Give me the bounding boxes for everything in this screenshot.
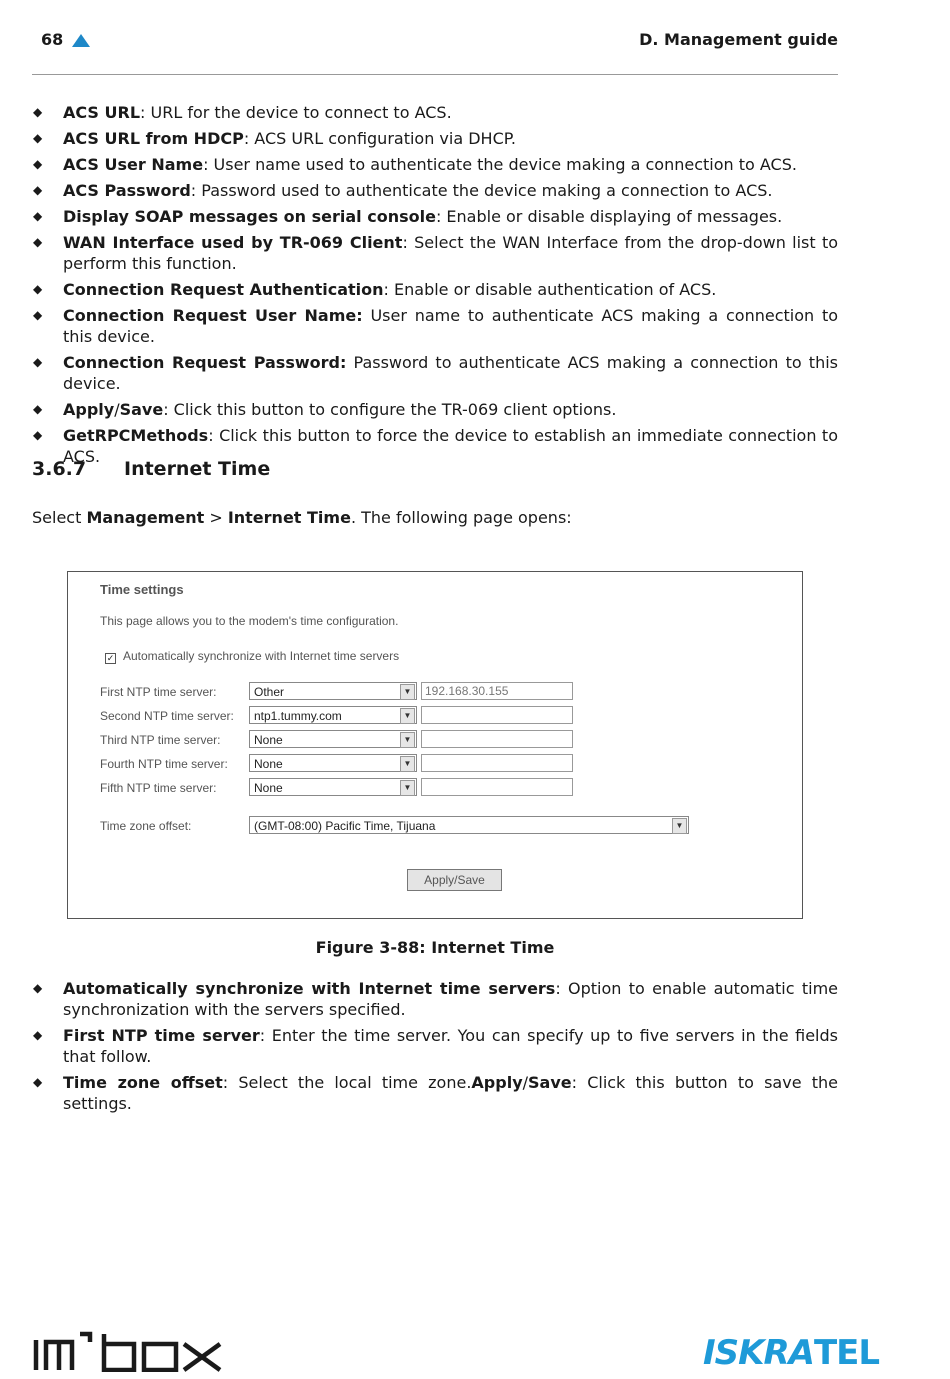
bullet-icon: ◆	[33, 402, 43, 416]
ntp-server-label: Fourth NTP time server:	[100, 757, 228, 771]
bullet-icon: ◆	[33, 1075, 43, 1089]
list-item: ◆ Apply/Save: Click this button to configure the TR-069 client options.	[33, 400, 617, 419]
auto-sync-option	[105, 649, 399, 664]
ntp-server-row-3	[100, 730, 580, 750]
timezone-select[interactable]: (GMT-08:00) Pacific Time, Tijuana ▼	[249, 816, 689, 834]
bullet-icon: ◆	[33, 355, 43, 369]
ntp-server-input[interactable]	[421, 754, 573, 772]
page-number: 68	[41, 30, 64, 49]
chevron-down-icon[interactable]: ▼	[400, 732, 415, 748]
ntp-server-select[interactable]: None ▼	[249, 730, 417, 748]
ntp-server-label: Fifth NTP time server:	[100, 781, 217, 795]
ntp-server-input[interactable]: 192.168.30.155	[421, 682, 573, 700]
figure-caption: Figure 3-88: Internet Time	[315, 938, 555, 957]
bullet-icon: ◆	[33, 209, 43, 223]
imbox-logo	[32, 1330, 227, 1376]
chapter-title: D. Management guide	[639, 30, 838, 49]
time-settings-screenshot	[67, 571, 803, 919]
section-heading	[32, 458, 270, 480]
section-number: 3.6.7	[32, 458, 87, 480]
bullet-icon: ◆	[33, 282, 43, 296]
list-item: ◆ ACS User Name: User name used to authenticate the device making a connection to ACS.	[33, 155, 797, 174]
bullet-icon: ◆	[33, 105, 43, 119]
list-item: ◆ Automatically synchronize with Internet time servers: Option to enable automatic time synchronization with the servers specified.	[33, 979, 838, 1019]
imbox-logo-graphic	[32, 1330, 227, 1372]
chevron-down-icon[interactable]: ▼	[400, 756, 415, 772]
parameter-list	[32, 102, 838, 472]
intro-paragraph: Select Management > Internet Time. The following page opens:	[32, 508, 572, 527]
section-title: Internet Time	[124, 458, 271, 480]
bullet-icon: ◆	[33, 981, 43, 995]
list-item: ◆ Connection Request User Name: User name to authenticate ACS making a connection to this device.	[33, 306, 839, 346]
list-item: ◆ Time zone offset: Select the local time zone.Apply/Save: Click this button to save the settings.	[33, 1073, 838, 1113]
ntp-server-input[interactable]	[421, 730, 573, 748]
bullet-icon: ◆	[33, 428, 43, 442]
ntp-server-input[interactable]	[421, 706, 573, 724]
bullet-icon: ◆	[33, 235, 43, 249]
time-settings-description: This page allows you to the modem's time configuration.	[100, 614, 399, 628]
option-list	[32, 978, 838, 1119]
auto-sync-label: Automatically synchronize with Internet time servers	[123, 649, 400, 663]
ntp-server-row-5	[100, 778, 580, 798]
list-item: ◆ Display SOAP messages on serial console: Enable or disable displaying of messages.	[33, 207, 783, 226]
ntp-server-input[interactable]	[421, 778, 573, 796]
ntp-server-select[interactable]: ntp1.tummy.com ▼	[249, 706, 417, 724]
iskratel-logo: ISKRATEL	[703, 1333, 880, 1373]
ntp-server-select[interactable]: None ▼	[249, 778, 417, 796]
chevron-down-icon[interactable]: ▼	[400, 708, 415, 724]
bullet-icon: ◆	[33, 308, 43, 322]
apply-save-button[interactable]: Apply/Save	[407, 869, 502, 891]
header-rule	[32, 74, 838, 75]
list-item: ◆ Connection Request Password: Password to authenticate ACS making a connection to this device.	[33, 353, 838, 393]
auto-sync-checkbox[interactable]: ✓	[106, 653, 115, 663]
bullet-icon: ◆	[33, 1028, 43, 1042]
chevron-down-icon[interactable]: ▼	[400, 780, 415, 796]
bullet-icon: ◆	[33, 157, 43, 171]
list-item: ◆ WAN Interface used by TR-069 Client: Select the WAN Interface from the drop-down list to perform this function.	[33, 233, 839, 273]
ntp-server-label: Third NTP time server:	[100, 733, 221, 747]
list-item: ◆ Connection Request Authentication: Enable or disable authentication of ACS.	[33, 280, 717, 299]
list-item: ◆ ACS URL from HDCP: ACS URL configuration via DHCP.	[33, 129, 516, 148]
list-item: ◆ First NTP time server: Enter the time server. You can specify up to five servers in the fields that follow.	[33, 1026, 838, 1066]
ntp-server-row-2	[100, 706, 580, 726]
bullet-icon: ◆	[33, 183, 43, 197]
ntp-server-label: First NTP time server:	[100, 685, 217, 699]
bullet-icon: ◆	[33, 131, 43, 145]
timezone-row	[100, 816, 700, 836]
list-item: ◆ GetRPCMethods: Click this button to force the device to establish an immediate connection to ACS.	[33, 426, 838, 466]
ntp-server-select[interactable]: None ▼	[249, 754, 417, 772]
ntp-server-row-1	[100, 682, 580, 702]
ntp-server-label: Second NTP time server:	[100, 709, 234, 723]
timezone-label: Time zone offset:	[100, 819, 192, 833]
list-item: ◆ ACS URL: URL for the device to connect to ACS.	[33, 103, 452, 122]
ntp-server-select[interactable]: Other ▼	[249, 682, 417, 700]
time-settings-title: Time settings	[100, 582, 184, 597]
chevron-down-icon[interactable]: ▼	[400, 684, 415, 700]
triangle-icon	[72, 34, 90, 47]
chevron-down-icon[interactable]: ▼	[672, 818, 687, 834]
list-item: ◆ ACS Password: Password used to authenticate the device making a connection to ACS.	[33, 181, 773, 200]
ntp-server-row-4	[100, 754, 580, 774]
